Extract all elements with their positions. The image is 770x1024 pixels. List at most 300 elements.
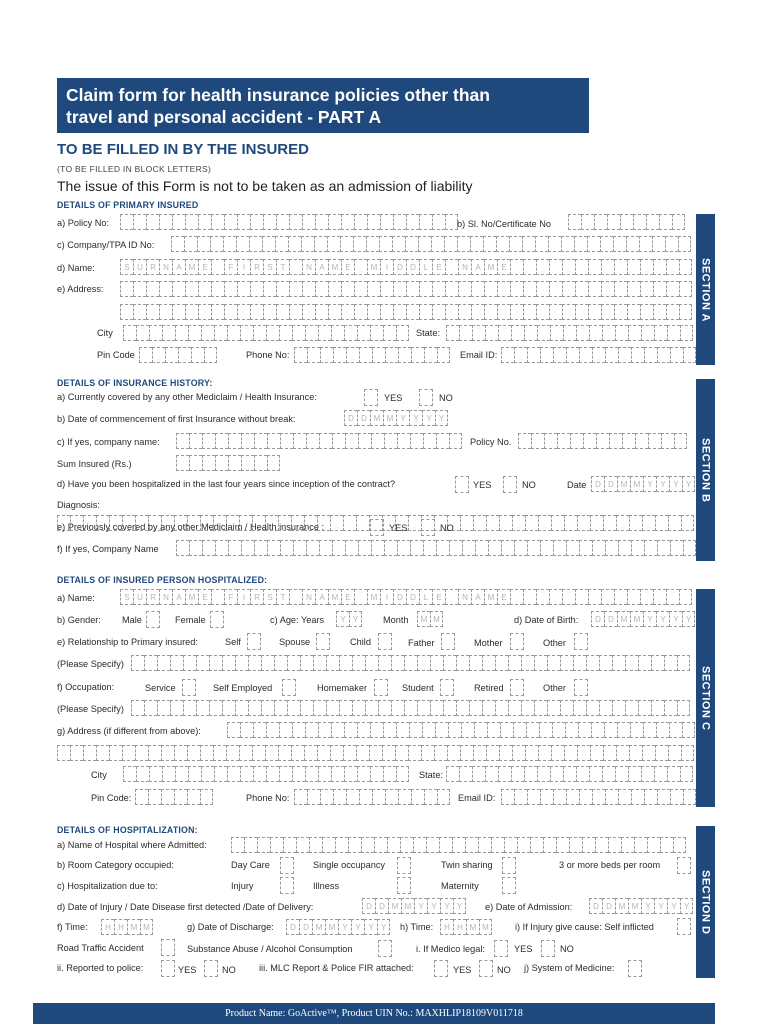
char-box[interactable] <box>384 433 397 449</box>
char-box[interactable] <box>332 433 345 449</box>
char-box[interactable]: D <box>344 410 357 426</box>
char-box[interactable]: M <box>628 898 641 914</box>
char-box[interactable] <box>226 745 239 761</box>
char-box[interactable] <box>330 745 343 761</box>
char-box[interactable] <box>283 837 296 853</box>
char-box[interactable] <box>621 837 634 853</box>
char-box[interactable] <box>573 700 586 716</box>
char-box[interactable] <box>239 745 252 761</box>
char-box[interactable] <box>419 281 432 297</box>
char-box[interactable] <box>309 837 322 853</box>
char-box[interactable] <box>185 281 198 297</box>
char-box[interactable] <box>458 304 471 320</box>
char-box[interactable] <box>560 700 573 716</box>
char-box[interactable]: E <box>432 589 445 605</box>
medico-yes-checkbox[interactable] <box>494 940 508 957</box>
char-box[interactable] <box>601 281 614 297</box>
char-box[interactable] <box>253 722 266 738</box>
char-box[interactable] <box>135 789 148 805</box>
char-box[interactable] <box>575 281 588 297</box>
char-box[interactable] <box>655 515 668 531</box>
char-box[interactable] <box>603 745 616 761</box>
char-box[interactable] <box>175 325 188 341</box>
char-box[interactable] <box>641 325 654 341</box>
char-box[interactable] <box>341 304 354 320</box>
city-field[interactable] <box>123 325 409 341</box>
char-box[interactable] <box>302 214 315 230</box>
char-box[interactable]: Y <box>435 410 448 426</box>
char-box[interactable] <box>570 433 583 449</box>
char-box[interactable] <box>469 700 482 716</box>
char-box[interactable] <box>366 236 379 252</box>
char-box[interactable] <box>638 655 651 671</box>
prev-no-checkbox[interactable] <box>421 519 435 536</box>
char-box[interactable] <box>521 700 534 716</box>
char-box[interactable] <box>341 214 354 230</box>
char-box[interactable] <box>583 433 596 449</box>
char-box[interactable] <box>302 304 315 320</box>
c-phone-field[interactable] <box>294 789 450 805</box>
char-box[interactable]: M <box>325 919 338 935</box>
child-checkbox[interactable] <box>378 633 392 650</box>
char-box[interactable]: R <box>146 259 159 275</box>
char-box[interactable] <box>514 540 527 556</box>
char-box[interactable] <box>385 347 398 363</box>
char-box[interactable] <box>484 281 497 297</box>
char-box[interactable] <box>187 745 200 761</box>
char-box[interactable] <box>333 347 346 363</box>
rta-checkbox[interactable] <box>161 939 175 956</box>
char-box[interactable] <box>294 789 307 805</box>
char-box[interactable]: M <box>615 898 628 914</box>
char-box[interactable] <box>443 655 456 671</box>
char-box[interactable] <box>267 540 280 556</box>
char-box[interactable]: D <box>604 611 617 627</box>
char-box[interactable]: E <box>341 259 354 275</box>
char-box[interactable]: D <box>406 589 419 605</box>
char-box[interactable] <box>313 655 326 671</box>
char-box[interactable] <box>517 837 530 853</box>
char-box[interactable] <box>581 214 594 230</box>
char-box[interactable] <box>148 745 161 761</box>
char-box[interactable] <box>587 236 600 252</box>
char-box[interactable]: E <box>497 589 510 605</box>
char-box[interactable] <box>627 281 640 297</box>
injury-checkbox[interactable] <box>280 877 294 894</box>
char-box[interactable] <box>120 281 133 297</box>
char-box[interactable] <box>417 700 430 716</box>
char-box[interactable] <box>391 700 404 716</box>
char-box[interactable]: Y <box>422 410 435 426</box>
char-box[interactable] <box>345 540 358 556</box>
char-box[interactable]: M <box>367 589 380 605</box>
char-box[interactable] <box>326 655 339 671</box>
char-box[interactable]: Y <box>338 919 351 935</box>
char-box[interactable] <box>198 281 211 297</box>
char-box[interactable] <box>358 433 371 449</box>
char-box[interactable] <box>170 700 183 716</box>
char-box[interactable] <box>651 655 664 671</box>
char-box[interactable] <box>210 236 223 252</box>
mlc-no-checkbox[interactable] <box>479 960 493 977</box>
char-box[interactable] <box>640 589 653 605</box>
char-box[interactable] <box>439 837 452 853</box>
char-box[interactable] <box>497 281 510 297</box>
char-box[interactable] <box>434 745 447 761</box>
char-box[interactable] <box>291 745 304 761</box>
char-box[interactable] <box>553 540 566 556</box>
char-box[interactable] <box>397 433 410 449</box>
char-box[interactable] <box>359 347 372 363</box>
char-box[interactable] <box>631 347 644 363</box>
char-box[interactable] <box>222 700 235 716</box>
char-box[interactable] <box>418 236 431 252</box>
char-box[interactable] <box>292 325 305 341</box>
char-box[interactable] <box>666 281 679 297</box>
char-box[interactable] <box>328 281 341 297</box>
char-box[interactable] <box>215 540 228 556</box>
char-box[interactable] <box>456 655 469 671</box>
char-box[interactable] <box>672 214 685 230</box>
char-box[interactable] <box>540 540 553 556</box>
char-box[interactable]: D <box>591 476 604 492</box>
char-box[interactable] <box>419 214 432 230</box>
char-box[interactable] <box>57 745 70 761</box>
char-box[interactable] <box>123 325 136 341</box>
char-box[interactable]: U <box>133 589 146 605</box>
char-box[interactable] <box>551 745 564 761</box>
char-box[interactable] <box>510 589 523 605</box>
char-box[interactable] <box>354 214 367 230</box>
char-box[interactable] <box>599 700 612 716</box>
char-box[interactable] <box>241 455 254 471</box>
char-box[interactable]: D <box>299 919 312 935</box>
char-box[interactable] <box>531 433 544 449</box>
char-box[interactable]: Y <box>377 919 390 935</box>
char-box[interactable] <box>306 433 319 449</box>
char-box[interactable]: D <box>357 410 370 426</box>
char-box[interactable]: N <box>159 589 172 605</box>
char-box[interactable] <box>317 745 330 761</box>
retired-checkbox[interactable] <box>510 679 524 696</box>
char-box[interactable]: D <box>604 476 617 492</box>
char-box[interactable] <box>634 837 647 853</box>
char-box[interactable] <box>224 304 237 320</box>
char-box[interactable] <box>530 837 543 853</box>
char-box[interactable]: D <box>375 898 388 914</box>
char-box[interactable] <box>367 214 380 230</box>
char-box[interactable] <box>398 789 411 805</box>
char-box[interactable]: M <box>484 259 497 275</box>
char-box[interactable] <box>605 347 618 363</box>
char-box[interactable] <box>600 236 613 252</box>
char-box[interactable] <box>456 700 469 716</box>
char-box[interactable] <box>328 214 341 230</box>
char-box[interactable] <box>370 325 383 341</box>
char-box[interactable] <box>594 214 607 230</box>
char-box[interactable] <box>656 722 669 738</box>
char-box[interactable] <box>335 837 348 853</box>
char-box[interactable] <box>328 304 341 320</box>
occ-other-checkbox[interactable] <box>574 679 588 696</box>
maternity-checkbox[interactable] <box>502 877 516 894</box>
char-box[interactable] <box>599 655 612 671</box>
char-box[interactable]: T <box>276 259 289 275</box>
char-box[interactable]: Y <box>336 611 349 627</box>
illness-checkbox[interactable] <box>397 877 411 894</box>
char-box[interactable] <box>231 837 244 853</box>
char-box[interactable] <box>543 837 556 853</box>
char-box[interactable] <box>209 700 222 716</box>
char-box[interactable] <box>432 214 445 230</box>
char-box[interactable] <box>525 515 538 531</box>
char-box[interactable] <box>655 745 668 761</box>
char-box[interactable]: A <box>172 259 185 275</box>
char-box[interactable] <box>436 433 449 449</box>
char-box[interactable]: M <box>417 611 430 627</box>
char-box[interactable] <box>524 766 537 782</box>
pin-field[interactable] <box>139 347 217 363</box>
char-box[interactable] <box>159 281 172 297</box>
char-box[interactable] <box>354 281 367 297</box>
char-box[interactable]: D <box>286 919 299 935</box>
char-box[interactable]: R <box>250 589 263 605</box>
char-box[interactable] <box>452 837 465 853</box>
char-box[interactable] <box>162 325 175 341</box>
char-box[interactable] <box>265 745 278 761</box>
char-box[interactable]: Y <box>453 898 466 914</box>
char-box[interactable] <box>511 325 524 341</box>
char-box[interactable] <box>250 281 263 297</box>
substance-checkbox[interactable] <box>378 940 392 957</box>
other-checkbox[interactable] <box>574 633 588 650</box>
char-box[interactable] <box>614 259 627 275</box>
char-box[interactable] <box>591 722 604 738</box>
three-more-checkbox[interactable] <box>677 857 691 874</box>
char-box[interactable] <box>682 722 695 738</box>
char-box[interactable] <box>266 766 279 782</box>
char-box[interactable] <box>630 722 643 738</box>
char-box[interactable] <box>254 433 267 449</box>
day-care-checkbox[interactable] <box>280 857 294 874</box>
char-box[interactable] <box>633 214 646 230</box>
char-box[interactable] <box>640 259 653 275</box>
char-box[interactable]: M <box>401 898 414 914</box>
char-box[interactable] <box>576 766 589 782</box>
char-box[interactable]: D <box>589 898 602 914</box>
char-box[interactable] <box>653 589 666 605</box>
char-box[interactable] <box>536 304 549 320</box>
char-box[interactable] <box>387 837 400 853</box>
char-box[interactable] <box>629 745 642 761</box>
char-box[interactable] <box>592 540 605 556</box>
char-box[interactable] <box>646 214 659 230</box>
char-box[interactable] <box>215 455 228 471</box>
char-box[interactable] <box>666 259 679 275</box>
char-box[interactable] <box>666 589 679 605</box>
char-box[interactable] <box>248 655 261 671</box>
char-box[interactable] <box>512 515 525 531</box>
char-box[interactable] <box>224 281 237 297</box>
char-box[interactable] <box>544 433 557 449</box>
char-box[interactable]: R <box>250 259 263 275</box>
female-checkbox[interactable] <box>210 611 224 628</box>
char-box[interactable] <box>432 281 445 297</box>
char-box[interactable] <box>372 347 385 363</box>
char-box[interactable]: T <box>276 589 289 605</box>
char-box[interactable] <box>333 789 346 805</box>
char-box[interactable] <box>263 214 276 230</box>
char-box[interactable] <box>536 259 549 275</box>
char-box[interactable]: A <box>172 589 185 605</box>
char-box[interactable] <box>660 837 673 853</box>
char-box[interactable] <box>161 789 174 805</box>
char-box[interactable] <box>563 766 576 782</box>
char-box[interactable] <box>665 236 678 252</box>
char-box[interactable] <box>640 304 653 320</box>
char-box[interactable] <box>315 304 328 320</box>
char-box[interactable] <box>346 789 359 805</box>
char-box[interactable] <box>380 304 393 320</box>
char-box[interactable] <box>356 515 369 531</box>
c-address-line-1[interactable] <box>227 722 695 738</box>
char-box[interactable] <box>486 745 499 761</box>
char-box[interactable] <box>289 214 302 230</box>
char-box[interactable] <box>120 304 133 320</box>
char-box[interactable] <box>379 236 392 252</box>
char-box[interactable] <box>644 540 657 556</box>
char-box[interactable] <box>618 540 631 556</box>
char-box[interactable] <box>495 700 508 716</box>
char-box[interactable] <box>510 304 523 320</box>
char-box[interactable] <box>522 236 535 252</box>
char-box[interactable] <box>485 766 498 782</box>
char-box[interactable] <box>146 214 159 230</box>
hosp-date-field[interactable] <box>591 476 695 492</box>
char-box[interactable]: N <box>302 589 315 605</box>
char-box[interactable] <box>227 766 240 782</box>
char-box[interactable] <box>631 540 644 556</box>
char-box[interactable] <box>301 236 314 252</box>
char-box[interactable] <box>261 700 274 716</box>
char-box[interactable] <box>457 236 470 252</box>
char-box[interactable] <box>426 837 439 853</box>
char-box[interactable] <box>149 766 162 782</box>
char-box[interactable] <box>237 214 250 230</box>
char-box[interactable] <box>253 766 266 782</box>
char-box[interactable] <box>625 655 638 671</box>
char-box[interactable] <box>152 347 165 363</box>
char-box[interactable] <box>211 304 224 320</box>
char-box[interactable] <box>579 347 592 363</box>
char-box[interactable] <box>266 325 279 341</box>
char-box[interactable]: H <box>101 919 114 935</box>
char-box[interactable] <box>123 766 136 782</box>
char-box[interactable] <box>289 281 302 297</box>
covered-no-checkbox[interactable] <box>419 389 433 406</box>
char-box[interactable] <box>472 766 485 782</box>
char-box[interactable]: M <box>388 898 401 914</box>
char-box[interactable] <box>136 766 149 782</box>
char-box[interactable] <box>678 236 691 252</box>
char-box[interactable] <box>292 722 305 738</box>
char-box[interactable] <box>300 655 313 671</box>
char-box[interactable] <box>445 259 458 275</box>
char-box[interactable]: Y <box>656 611 669 627</box>
char-box[interactable] <box>536 281 549 297</box>
char-box[interactable] <box>445 589 458 605</box>
char-box[interactable] <box>410 540 423 556</box>
address-line-1[interactable] <box>120 281 692 297</box>
char-box[interactable] <box>175 766 188 782</box>
char-box[interactable] <box>569 837 582 853</box>
char-box[interactable]: M <box>617 611 630 627</box>
char-box[interactable] <box>228 540 241 556</box>
char-box[interactable] <box>131 655 144 671</box>
char-box[interactable] <box>371 540 384 556</box>
char-box[interactable] <box>444 236 457 252</box>
char-box[interactable] <box>397 540 410 556</box>
mother-checkbox[interactable] <box>510 633 524 650</box>
char-box[interactable] <box>354 589 367 605</box>
char-box[interactable] <box>563 325 576 341</box>
char-box[interactable]: Y <box>669 476 682 492</box>
char-box[interactable] <box>250 214 263 230</box>
char-box[interactable]: N <box>458 259 471 275</box>
char-box[interactable] <box>188 766 201 782</box>
char-box[interactable]: M <box>479 919 492 935</box>
char-box[interactable] <box>131 700 144 716</box>
student-checkbox[interactable] <box>440 679 454 696</box>
char-box[interactable]: Y <box>414 898 427 914</box>
char-box[interactable] <box>669 722 682 738</box>
char-box[interactable] <box>235 655 248 671</box>
char-box[interactable] <box>305 722 318 738</box>
char-box[interactable] <box>315 281 328 297</box>
char-box[interactable] <box>574 236 587 252</box>
char-box[interactable] <box>524 325 537 341</box>
char-box[interactable] <box>274 700 287 716</box>
char-box[interactable] <box>498 766 511 782</box>
char-box[interactable] <box>395 745 408 761</box>
char-box[interactable] <box>601 259 614 275</box>
char-box[interactable] <box>211 589 224 605</box>
char-box[interactable] <box>498 325 511 341</box>
char-box[interactable] <box>465 837 478 853</box>
char-box[interactable] <box>313 700 326 716</box>
char-box[interactable]: H <box>114 919 127 935</box>
char-box[interactable] <box>189 540 202 556</box>
char-box[interactable] <box>644 347 657 363</box>
char-box[interactable] <box>668 515 681 531</box>
char-box[interactable] <box>279 766 292 782</box>
char-box[interactable] <box>383 766 396 782</box>
char-box[interactable] <box>431 236 444 252</box>
char-box[interactable] <box>590 515 603 531</box>
char-box[interactable] <box>560 655 573 671</box>
char-box[interactable] <box>83 745 96 761</box>
char-box[interactable] <box>354 259 367 275</box>
char-box[interactable] <box>488 540 501 556</box>
char-box[interactable] <box>96 745 109 761</box>
char-box[interactable] <box>535 236 548 252</box>
char-box[interactable]: E <box>497 259 510 275</box>
char-box[interactable] <box>276 214 289 230</box>
char-box[interactable] <box>254 540 267 556</box>
char-box[interactable] <box>586 655 599 671</box>
char-box[interactable] <box>421 745 434 761</box>
char-box[interactable] <box>482 700 495 716</box>
